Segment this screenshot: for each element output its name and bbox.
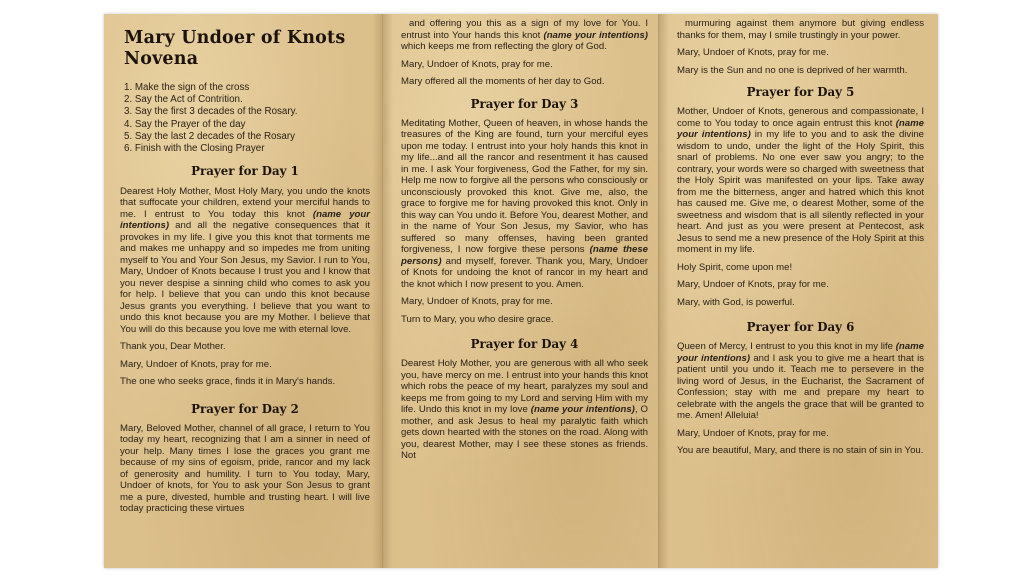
day1-grace-line: The one who seeks grace, finds it in Mary's hands. — [120, 376, 336, 388]
fold-shadow — [372, 14, 382, 568]
day2-continuation: and offering you this as a sign of my love for You. I entrust into Your hands this knot (name your intentions) which keeps me from reflecting the glory of God. — [401, 18, 649, 52]
step-item: 2. Say the Act of Contrition. — [124, 94, 243, 106]
day2-heading: Prayer for Day 2 — [191, 401, 299, 416]
day6-heading: Prayer for Day 6 — [746, 320, 855, 335]
day2-offered-line: Mary offered all the moments of her day to God. — [401, 76, 605, 87]
intention-placeholder: (name your intentions) — [543, 29, 649, 41]
intention-placeholder: (name your intentions) — [677, 341, 924, 364]
day4-continuation: murmuring against them anymore but giving endless thanks for them, may I smile trustingly in your power. — [677, 18, 924, 41]
day5-spirit-line: Holy Spirit, come upon me! — [677, 261, 793, 273]
day1-thanks: Thank you, Dear Mother. — [120, 341, 226, 353]
brochure-panel-right — [658, 14, 938, 568]
day2-pray-for-me: Mary, Undoer of Knots, pray for me. — [401, 58, 553, 70]
novena-steps-list — [124, 82, 370, 155]
intention-placeholder: (name these persons) — [401, 244, 648, 267]
step-item: 1. Make the sign of the cross — [124, 82, 250, 93]
day1-heading: Prayer for Day 1 — [191, 164, 299, 179]
intention-placeholder: (name your intentions) — [677, 117, 924, 141]
day6-pray-for-me: Mary, Undoer of Knots, pray for me. — [677, 427, 829, 439]
day6-beautiful-line: You are beautiful, Mary, and there is no stain of sin in You. — [677, 445, 924, 457]
brochure-panel-left — [104, 14, 382, 568]
day4-pray-for-me: Mary, Undoer of Knots, pray for me. — [677, 47, 829, 58]
day1-prayer: Dearest Holy Mother, Most Holy Mary, you undo the knots that suffocate your children, extend your merciful hands to me. I entrust to You today this knot (name your intentions) and all the negative consequences that it provokes in my life. I give you this knot that torments me and makes me unhappy and so impedes me from uniting myself to You and Your Son Jesus, my Savior. I run to You, Mary, Undoer of Knots because I trust you and I know that you never despise a sinning child who comes to ask you for help. I believe that you can undo this knot because Jesus grants you everything. I believe that you want to undo this knot because you are my Mother. I believe that You will do this because you love me with eternal love. — [120, 185, 370, 335]
day4-prayer: Dearest Holy Mother, you are generous with all who seek you, have mercy on me. I entrust into your hands this knot which robs the peace of my heart, paralyzes my soul and keeps me from going to my Lord and serving Him with my life. Undo this knot in my love (name your intentions), O mother, and ask Jesus to heal my paralytic faith which gets down hearted with the stones on the road. Along with you, dearest Mother, may I see these stones as friends. Not — [401, 358, 648, 462]
day4-heading: Prayer for Day 4 — [470, 337, 579, 352]
day1-pray-for-me: Mary, Undoer of Knots, pray for me. — [120, 358, 272, 370]
fold-shadow — [383, 14, 393, 568]
brochure-panel-middle — [382, 14, 658, 568]
step-item: 6. Finish with the Closing Prayer — [124, 143, 265, 155]
step-item: 5. Say the last 2 decades of the Rosary — [124, 130, 296, 142]
intention-placeholder: (name your intentions) — [530, 404, 635, 416]
day3-heading: Prayer for Day 3 — [470, 96, 579, 111]
step-item: 3. Say the first 3 decades of the Rosary. — [124, 106, 298, 118]
day5-prayer: Mother, Undoer of Knots, generous and compassionate, I come to You today to once again entrust this knot (name your intentions) in my life to you and to ask the divine wisdom to undo, under the light of the Holy Spirit, this snarl of problems. No one ever saw you angry; to the contrary, your words were so charged with sweetness that the Holy Spirit was manifested on your lips. Take away from me the bitterness, anger and hatred which this knot has caused me. Give me, o dearest Mother, some of the sweetness and wisdom that is all silently reflected in your heart. And just as you were present at Pentecost, ask Jesus to send me a new presence of the Holy Spirit at this moment in my life. — [677, 106, 925, 256]
day6-prayer: Queen of Mercy, I entrust to you this knot in my life (name your intentions) and I ask you to give me a heart that is patient until you undo it. Teach me to persevere in the living word of Jesus, in the Eucharist, the Sacrament of Confession; stay with me and prepare my heart to celebrate with the angels the grace that will be granted to me. Amen! Alleluia! — [677, 341, 925, 422]
intention-placeholder: (name your intentions) — [120, 208, 370, 232]
novena-brochure — [104, 14, 938, 568]
novena-title: Mary Undoer of Knots Novena — [124, 28, 346, 69]
day3-pray-for-me: Mary, Undoer of Knots, pray for me. — [401, 296, 553, 308]
day2-prayer: Mary, Beloved Mother, channel of all grace, I return to You today my heart, recognizing that I am a sinner in need of your help. Many times I lose the graces you grant me because of my sins of egoism, pride, rancor and my lack of generosity and humility. I turn to You today, Mary, Undoer of knots, for You to ask your Son Jesus to grant me a pure, divested, humble and trusting heart. I will live today practicing these virtues — [120, 422, 370, 515]
day3-turn-line: Turn to Mary, you who desire grace. — [401, 313, 554, 325]
fold-shadow — [659, 14, 669, 568]
day3-prayer: Meditating Mother, Queen of heaven, in whose hands the treasures of the King are found, turn your merciful eyes upon me today. I entrust into your holy hands this knot in my life...and all the rancor and resentment it has caused in me. I ask Your forgiveness, God the Father, for my sin. Help me now to forgive all the persons who consciously or unconsciously provoked this knot. Give me, also, the grace to forgive me for having provoked this knot. Only in this way can You undo it. Before You, dearest Mother, and in the name of Your Son Jesus, my Savior, who has suffered so many offenses, having been granted forgiveness, I now forgive these persons (name these persons) and myself, forever. Thank you, Mary, Undoer of Knots for undoing the knot of rancor in my heart and the knot which I now present to you. Amen. — [401, 117, 648, 290]
day5-powerful-line: Mary, with God, is powerful. — [677, 296, 795, 308]
day5-pray-for-me: Mary, Undoer of Knots, pray for me. — [677, 279, 829, 291]
day4-sun-line: Mary is the Sun and no one is deprived of her warmth. — [677, 64, 908, 76]
day5-heading: Prayer for Day 5 — [746, 85, 855, 99]
step-item: 4. Say the Prayer of the day — [124, 118, 246, 130]
